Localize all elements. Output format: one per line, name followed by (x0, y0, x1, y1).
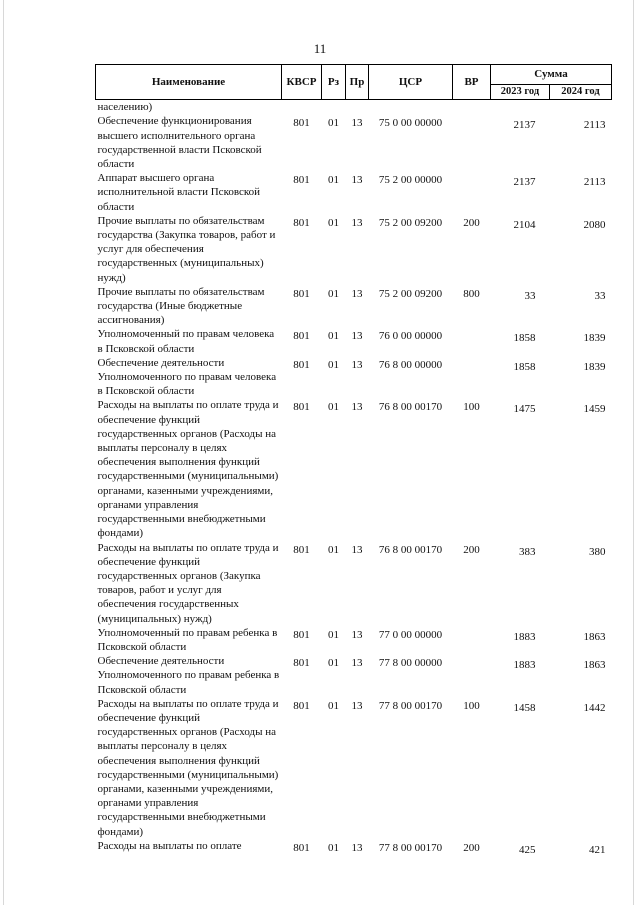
cell-vr (453, 100, 491, 115)
cell-amount-2023: 425 (519, 843, 536, 856)
cell-amount-2023: 2104 (513, 218, 536, 231)
cell-rz: 01 (328, 174, 339, 187)
cell-amount-2024: 2113 (583, 176, 606, 189)
header-csr: ЦСР (369, 65, 453, 100)
cell-pr: 13 (351, 216, 363, 229)
cell-amount-2023: 1858 (513, 360, 536, 373)
cell-rz: 01 (328, 628, 339, 641)
scan-edge-left (3, 0, 4, 905)
cell-rz: 01 (328, 287, 339, 300)
cell-rz: 01 (328, 401, 339, 414)
cell-kvsr (282, 100, 322, 115)
table-row (96, 171, 612, 214)
cell-rz: 01 (328, 657, 339, 670)
cell-pr: 13 (351, 657, 363, 670)
cell-amount-2024: 1839 (583, 332, 606, 345)
cell-amount-2023: 2137 (513, 119, 536, 132)
cell-pr: 13 (351, 401, 363, 414)
cell-csr (369, 100, 453, 115)
cell-name: Обеспечение функционирования высшего исполнительного органа государственной власти Псковской области (97, 115, 262, 171)
cell-kvsr: 801 (293, 287, 310, 300)
cell-name: Аппарат высшего органа исполнительной власти Псковской области (97, 172, 261, 213)
cell-rz: 01 (328, 358, 339, 371)
cell-name: Уполномоченный по правам человека в Псковской области (97, 328, 275, 355)
table-row (96, 214, 612, 285)
cell-vr (453, 327, 491, 355)
cell-vr: 200 (463, 543, 480, 556)
table-row (96, 654, 612, 697)
cell-amount-2024 (550, 100, 612, 115)
cell-csr: 76 8 00 00170 (378, 543, 443, 556)
cell-kvsr: 801 (293, 216, 310, 229)
cell-vr: 200 (463, 841, 480, 854)
cell-kvsr: 801 (293, 174, 310, 187)
cell-vr (453, 171, 491, 214)
cell-rz: 01 (328, 117, 339, 130)
cell-kvsr: 801 (293, 699, 310, 712)
cell-kvsr: 801 (293, 657, 310, 670)
cell-csr: 76 8 00 00170 (378, 401, 443, 414)
cell-rz (322, 100, 346, 115)
cell-kvsr: 801 (293, 358, 310, 371)
cell-csr: 75 2 00 09200 (378, 216, 443, 229)
header-name: Наименование (96, 65, 282, 100)
cell-vr (453, 114, 491, 171)
table-body (96, 100, 612, 857)
cell-name: Прочие выплаты по обязательствам государства (Закупка товаров, работ и услуг для обеспечения государственных (муниципальных) нужд) (97, 214, 276, 284)
table-row (96, 327, 612, 355)
cell-amount-2024: 1863 (583, 659, 606, 672)
cell-pr: 13 (351, 330, 363, 343)
cell-csr: 77 0 00 00000 (378, 628, 443, 641)
cell-amount-2024: 1839 (583, 360, 606, 373)
cell-vr: 100 (463, 401, 480, 414)
cell-pr: 13 (351, 699, 363, 712)
cell-amount-2023: 1883 (513, 630, 536, 643)
cell-amount-2024: 1442 (583, 701, 606, 714)
cell-pr: 13 (351, 117, 363, 130)
cell-amount-2024: 33 (594, 289, 606, 302)
header-year-2023: 2023 год (491, 85, 550, 100)
table-row (96, 541, 612, 626)
table-row (96, 100, 612, 115)
table-header (96, 65, 612, 100)
cell-amount-2024: 2080 (583, 218, 606, 231)
cell-vr (453, 356, 491, 399)
cell-name: Обеспечение деятельности Уполномоченного по правам человека в Псковской области (97, 356, 277, 398)
table-row (96, 356, 612, 399)
cell-amount-2023: 1475 (513, 403, 536, 416)
cell-name: Расходы на выплаты по оплате труда и обеспечение функций государственных органов (Закупка товаров, работ и услуг для обеспечения государственных (муниципальных) нужд) (97, 541, 279, 625)
scan-edge-right (633, 0, 634, 905)
cell-csr: 75 2 00 00000 (378, 174, 443, 187)
table-row (96, 839, 612, 857)
cell-amount-2023: 383 (519, 545, 536, 558)
table-row (96, 626, 612, 654)
cell-csr: 75 2 00 09200 (378, 287, 443, 300)
header-rz: Рз (322, 65, 346, 100)
table-row (96, 398, 612, 540)
cell-vr (453, 654, 491, 697)
cell-rz: 01 (328, 216, 339, 229)
header-pr: Пр (346, 65, 369, 100)
cell-amount-2024: 1459 (583, 403, 606, 416)
cell-pr: 13 (351, 174, 363, 187)
cell-kvsr: 801 (293, 841, 310, 854)
header-vr: ВР (453, 65, 491, 100)
header-kvsr: КВСР (282, 65, 322, 100)
cell-csr: 77 8 00 00170 (378, 841, 443, 854)
cell-amount-2023: 1883 (513, 659, 536, 672)
cell-amount-2023 (491, 100, 550, 115)
cell-rz: 01 (328, 330, 339, 343)
cell-vr: 200 (463, 216, 480, 229)
cell-rz: 01 (328, 699, 339, 712)
cell-name: Расходы на выплаты по оплате труда и обеспечение функций государственных органов (Расходы на выплаты персоналу в целях обеспечения выполнения функций государственными (муниципальными) органами, казенными учреждениями, органами управления государственными внебюджетными фондами) (97, 399, 279, 540)
cell-csr: 76 8 00 00000 (378, 358, 443, 371)
table-row (96, 285, 612, 328)
cell-rz: 01 (328, 841, 339, 854)
cell-kvsr: 801 (293, 401, 310, 414)
header-sum: Сумма (491, 65, 612, 85)
header-year-2024: 2024 год (550, 85, 612, 100)
cell-kvsr: 801 (293, 330, 310, 343)
cell-rz: 01 (328, 543, 339, 556)
cell-amount-2024: 421 (589, 843, 606, 856)
cell-kvsr: 801 (293, 628, 310, 641)
cell-name: населению) (97, 101, 153, 114)
cell-vr (453, 626, 491, 654)
cell-amount-2023: 1858 (513, 332, 536, 345)
cell-amount-2023: 33 (524, 289, 536, 302)
cell-kvsr: 801 (293, 543, 310, 556)
cell-pr: 13 (351, 287, 363, 300)
budget-table (95, 64, 612, 857)
cell-name: Прочие выплаты по обязательствам государства (Иные бюджетные ассигнования) (97, 285, 265, 327)
cell-amount-2024: 1863 (583, 630, 606, 643)
cell-pr: 13 (351, 358, 363, 371)
cell-csr: 77 8 00 00170 (378, 699, 443, 712)
cell-name: Расходы на выплаты по оплате (97, 839, 242, 852)
cell-csr: 76 0 00 00000 (378, 330, 443, 343)
cell-kvsr: 801 (293, 117, 310, 130)
cell-amount-2024: 2113 (583, 119, 606, 132)
cell-vr: 800 (463, 287, 480, 300)
cell-pr: 13 (351, 543, 363, 556)
cell-amount-2023: 1458 (513, 701, 536, 714)
cell-name: Обеспечение деятельности Уполномоченного по правам ребенка в Псковской области (97, 655, 280, 696)
page-number: 11 (313, 41, 327, 56)
cell-amount-2024: 380 (589, 545, 606, 558)
cell-name: Уполномоченный по правам ребенка в Псковской области (97, 626, 278, 653)
cell-csr: 75 0 00 00000 (378, 117, 443, 130)
cell-pr: 13 (351, 628, 363, 641)
cell-name: Расходы на выплаты по оплате труда и обеспечение функций государственных органов (Расходы на выплаты персоналу в целях обеспечения выполнения функций государственными (муниципальными) органами, казенными учреждениями, органами управления государственными внебюджетными фондами) (97, 697, 279, 838)
table-row (96, 697, 612, 839)
table-row (96, 114, 612, 171)
cell-pr: 13 (351, 841, 363, 854)
cell-vr: 100 (463, 699, 480, 712)
cell-amount-2023: 2137 (513, 176, 536, 189)
cell-pr (346, 100, 369, 115)
cell-csr: 77 8 00 00000 (378, 657, 443, 670)
